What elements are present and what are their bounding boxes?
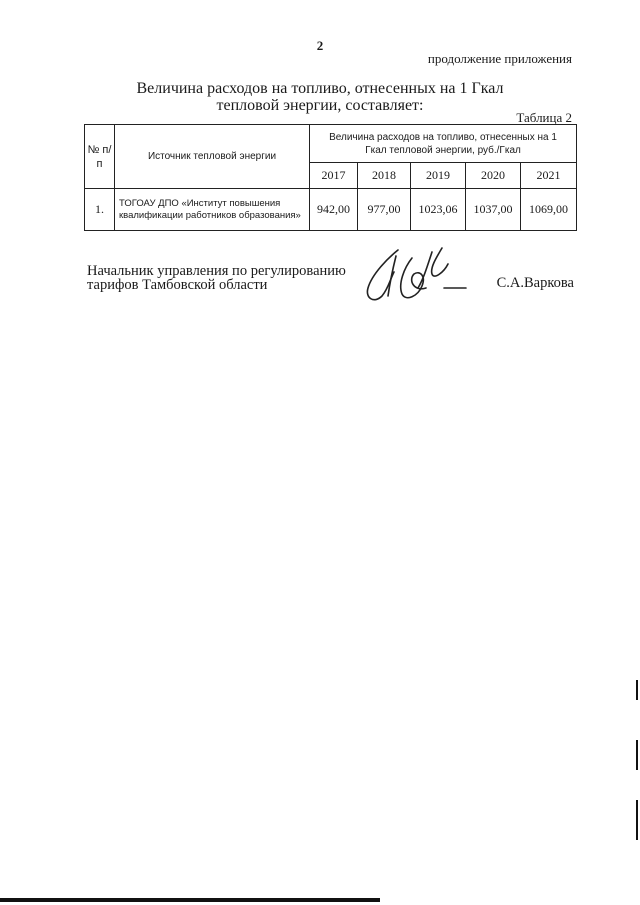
signer-position-line-2: тарифов Тамбовской области bbox=[87, 277, 268, 293]
header-group-line-1: Величина расходов на топливо, отнесенных на 1 bbox=[329, 131, 557, 143]
header-year: 2021 bbox=[521, 163, 577, 189]
scan-edge-mark bbox=[636, 740, 638, 770]
row-value: 1069,00 bbox=[521, 189, 577, 231]
fuel-cost-table bbox=[84, 124, 577, 231]
header-year: 2017 bbox=[310, 163, 358, 189]
scan-edge-mark bbox=[0, 898, 380, 902]
signer-name: С.А.Варкова bbox=[496, 275, 574, 291]
header-year: 2019 bbox=[411, 163, 466, 189]
table-header-row bbox=[85, 125, 577, 163]
header-source: Источник тепловой энергии bbox=[115, 125, 310, 189]
scan-edge-mark bbox=[636, 680, 638, 700]
row-number: 1. bbox=[85, 189, 115, 231]
row-source-line-2: квалификации работников образования» bbox=[119, 209, 301, 221]
table-caption: Таблица 2 bbox=[516, 110, 572, 125]
row-source-line-1: ТОГОАУ ДПО «Институт повышения bbox=[119, 197, 281, 209]
row-value: 1037,00 bbox=[466, 189, 521, 231]
table-row bbox=[85, 189, 577, 231]
header-group-line-2: Гкал тепловой энергии, руб./Гкал bbox=[365, 144, 521, 156]
header-year: 2020 bbox=[466, 163, 521, 189]
document-title bbox=[0, 80, 640, 114]
header-fuel-cost-group bbox=[310, 125, 577, 163]
signer-position bbox=[87, 264, 346, 292]
row-value: 1023,06 bbox=[411, 189, 466, 231]
title-line-1: Величина расходов на топливо, отнесенных на 1 Гкал bbox=[136, 80, 504, 97]
header-number: № п/п bbox=[85, 125, 115, 189]
continuation-note: продолжение приложения bbox=[427, 51, 572, 66]
signer-position-line-1: Начальник управления по регулированию bbox=[87, 263, 346, 279]
row-value: 977,00 bbox=[358, 189, 411, 231]
title-line-2: тепловой энергии, составляет: bbox=[216, 97, 424, 114]
handwritten-signature bbox=[360, 244, 472, 306]
header-year: 2018 bbox=[358, 163, 411, 189]
page-number: 2 bbox=[316, 38, 324, 53]
row-source bbox=[115, 189, 310, 231]
row-value: 942,00 bbox=[310, 189, 358, 231]
scan-edge-mark bbox=[636, 800, 638, 840]
